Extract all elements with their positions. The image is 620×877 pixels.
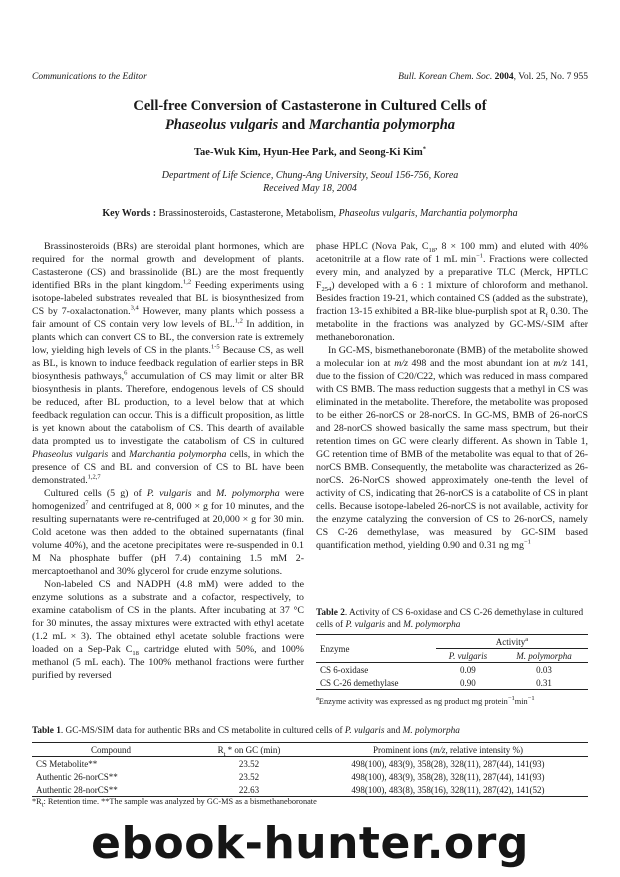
table-header: $R_t$ * on GC (min) bbox=[217, 744, 281, 758]
volume-page: , Vol. 25, No. 7 955 bbox=[513, 72, 588, 82]
table-header: Activity$^a$ bbox=[436, 635, 588, 649]
received-date: Received May 18, 2004 bbox=[263, 183, 357, 194]
keywords: Key Words : Brassinosteroids, Castasterone, Metabolism, Phaseolus vulgaris, Marchantia polymorpha bbox=[102, 208, 518, 219]
table-2-caption: Table 2. Activity of CS 6-oxidase and CS C-26 demethylase in cultured cells of P. vulgaris and M. polymorpha bbox=[316, 608, 584, 630]
watermark: ebook-hunter.org bbox=[91, 818, 529, 869]
table-header: P. vulgaris bbox=[448, 650, 488, 661]
paragraph: phase HPLC (Nova Pak, $C_{18}$, 8 × 100 mm) and eluted with 40% acetonitrile at a flow rate of 1 mL $\min^{-1}$. Fractions were collected every min, and analyzed by a preparative TLC (Merck, HPTLC $F_{254}$) developed with a 6 : 1 mixture of chloroform and methanol. Besides fraction 19-21, which contained CS (added as the substrate), fraction 13-15 exhibited a BR-like blue-purplish spot at $R_f$ 0.30. The metabolite in the fractions was analyzed by GC-MS/-SIM after methaneboronation. bbox=[316, 241, 589, 343]
affiliation-line: Department of Life Science, Chung-Ang University, Seoul 156-756, Korea bbox=[161, 170, 459, 181]
table-header: Enzyme bbox=[320, 643, 350, 654]
table-row: Authentic 26-norCS** 23.52 498(100), 483(9), 358(28), 328(11), 287(44), 141(93) bbox=[36, 771, 545, 782]
running-header-right bbox=[398, 72, 588, 82]
table-row: CS Metabolite** 23.52 498(100), 483(9), 358(28), 328(11), 287(44), 141(93) bbox=[36, 758, 545, 769]
journal-name: Bull. Korean Chem. Soc. bbox=[398, 72, 493, 82]
table-row: CS 6-oxidase 0.09 0.03 bbox=[320, 664, 552, 675]
authors: Tae-Wuk Kim, Hyun-Hee Park, and Seong-Ki Kim* bbox=[194, 145, 426, 158]
table-header: M. polymorpha bbox=[516, 650, 572, 661]
table-row: Authentic 28-norCS** 22.63 498(100), 483(8), 358(16), 328(11), 287(42), 141(52) bbox=[32, 783, 588, 797]
left-column bbox=[32, 240, 304, 682]
table-1-footnote: $*R_t$: Retention time. **The sample was analyzed by GC-MS as a bismethaneboronate bbox=[32, 797, 317, 809]
title-line-2: Phaseolus vulgaris and Marchantia polymorpha bbox=[164, 117, 456, 133]
paragraph: Cultured cells (5 g) of P. vulgaris and M. polymorpha were homogenized$^7$ and centrifuged at 8, 000 × g for 10 minutes, and the resulting supernatants were re-centrifuged at 20,000 × g for 30 min. Cold acetone was then added to the obtained supernatants (final volume 40%), and the acetone precipitates were re-suspended in 0.1 M Na phosphate buffer (pH 7.4) containing 1.5 mM 2-mercaptoethanol and 30% glycerol for crude enzyme solutions. bbox=[32, 488, 304, 577]
title-line-1: Cell-free Conversion of Castasterone in Cultured Cells of bbox=[133, 98, 487, 114]
table-row: CS C-26 demethylase 0.90 0.31 bbox=[316, 676, 588, 690]
affiliation bbox=[0, 169, 620, 195]
table-1-caption: Table 1. GC-MS/SIM data for authentic BRs and CS metabolite in cultured cells of P. vulgaris and M. polymorpha bbox=[32, 726, 460, 736]
article-title bbox=[0, 97, 620, 135]
table-2 bbox=[316, 634, 588, 690]
running-header-left: Communications to the Editor bbox=[32, 72, 147, 82]
paragraph: In GC-MS, bismethaneboronate (BMB) of the metabolite showed a molecular ion at m/z 498 and the most abundant ion at m/z 141, due to the fission of C20/C22, which was reduced in mass compared with CS BMB. The mass reduction suggests that a methyl in CS was eliminated in the metabolite. Therefore, the metabolite was proposed to be either 26-norCS or 28-norCS. In GC-MS, BMB of 26-norCS and 28-norCS showed basically the same mass spectrum, but their retention times on GC were clearly different. As shown in Table 1, GC retention time of BMB of the metabolite was equal to that of 26-norCS BMB. Consequently, the metabolite was characterized as 26-norCS. 26-NorCS showed approximately one-tenth the level of activity of CS, indicating that 26-norCS is a catabolite of CS in plant cells. Because isotope-labeled 26-norCS is not available, activity for the enzyme catalyzing the conversion of CS to 26-norCS, namely CS C-26 demethylase, was measured by GC-SIM based quantification method, yielding 0.90 and 0.31 ng $mg^{-1}$ bbox=[316, 345, 588, 551]
right-column bbox=[316, 240, 588, 552]
paragraph: Brassinosteroids (BRs) are steroidal plant hormones, which are required for the normal growth and development of plants. Castasterone (CS) and brassinolide (BL) are the most frequently identified BRs in the plant kingdom.$^{1,2}$ Feeding experiments using isotope-labeled substrates revealed that BL is biosynthesized from CS by 7-oxalactonation.$^{3,4}$ However, many plants which possess a fair amount of CS contain very low levels of BL.$^{1,2}$ In addition, in plants which can convert CS to BL, the conversion rate is extremely low, yielding high levels of CS in the plants.$^{1-5}$ Because CS, as well as BL, is known to induce feedback regulation of earlier steps in BR biosynthesis pathways,$^6$ accumulation of CS may limit or alter BR biosynthesis in plants. Therefore, endogenous levels of CS should be reduced, after BL production, to a level below that at which feedback regulation can occur. This is a difficult proposition, as little is yet known about the catabolism of CS. This dearth of available data prompted us to investigate the catabolism of CS in cultured Phaseolus vulgaris and Marchantia polymorpha cells, in which the presence of CS and BL and conversion of CS to BL have been demonstrated.$^{1,2,7}$ bbox=[32, 241, 304, 486]
table-header: Prominent ions (m/z, relative intensity %) bbox=[373, 744, 523, 755]
table-2-footnote: $^a$Enzyme activity was expressed as ng product mg $protein^{-1}\min^{-1}$ bbox=[316, 695, 535, 706]
table-header: Compound bbox=[90, 744, 131, 755]
paragraph: Non-labeled CS and NADPH (4.8 mM) were added to the enzyme solutions as a substrate and a cofactor, respectively, to examine catabolism of CS in the plants. After incubating at 37 °C for 30 minutes, the assay mixtures were extracted with ethyl acetate (1.2 mL × 3). The obtained ethyl acetate soluble fractions were loaded on a Sep-Pak $C_{18}$ cartridge eluted with 50%, and 100% methanol (5 mL each). The 100% methanol fractions were further purified by reversed bbox=[32, 579, 304, 681]
journal-year: 2004 bbox=[494, 72, 514, 82]
table-1 bbox=[32, 742, 588, 797]
